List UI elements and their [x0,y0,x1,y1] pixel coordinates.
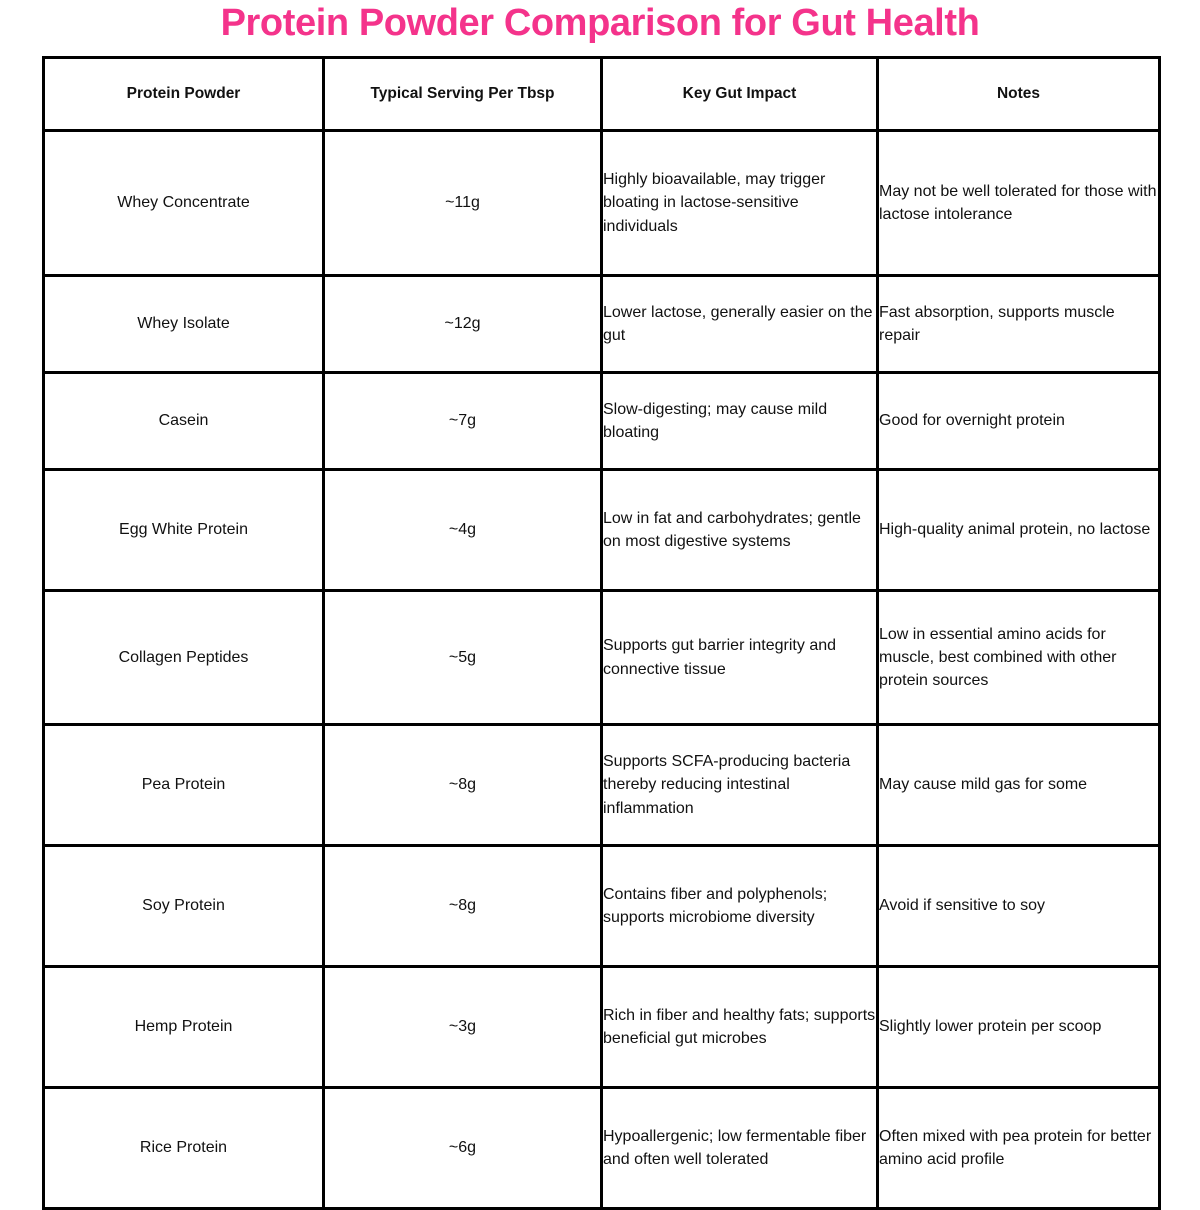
cell-serving: ~3g [324,967,602,1088]
cell-serving: ~8g [324,725,602,846]
table-row [44,373,1160,470]
cell-notes: Often mixed with pea protein for better amino acid profile [878,1088,1160,1209]
table-row [44,1088,1160,1209]
cell-gut-impact: Highly bioavailable, may trigger bloating in lactose-sensitive individuals [602,131,878,276]
protein-powder-comparison-table [42,56,1161,1210]
cell-serving: ~11g [324,131,602,276]
table-body [44,131,1160,1209]
page-title: Protein Powder Comparison for Gut Health [220,2,980,44]
cell-notes: High-quality animal protein, no lactose [878,470,1160,591]
cell-serving: ~5g [324,591,602,725]
cell-gut-impact: Slow-digesting; may cause mild bloating [602,373,878,470]
cell-serving: ~6g [324,1088,602,1209]
cell-gut-impact: Supports gut barrier integrity and connective tissue [602,591,878,725]
cell-gut-impact: Contains fiber and polyphenols; supports microbiome diversity [602,846,878,967]
table-row [44,725,1160,846]
cell-notes: May cause mild gas for some [878,725,1160,846]
cell-notes: Fast absorption, supports muscle repair [878,276,1160,373]
cell-gut-impact: Low in fat and carbohydrates; gentle on most digestive systems [602,470,878,591]
cell-protein-name: Whey Isolate [44,276,324,373]
cell-protein-name: Soy Protein [44,846,324,967]
table-row [44,470,1160,591]
cell-notes: Slightly lower protein per scoop [878,967,1160,1088]
table-row [44,131,1160,276]
table-row [44,591,1160,725]
table-row [44,846,1160,967]
comparison-table-container [42,56,1158,1210]
cell-notes: Avoid if sensitive to soy [878,846,1160,967]
cell-serving: ~12g [324,276,602,373]
cell-serving: ~4g [324,470,602,591]
cell-gut-impact: Hypoallergenic; low fermentable fiber and often well tolerated [602,1088,878,1209]
column-header-notes: Notes [878,58,1160,131]
cell-protein-name: Rice Protein [44,1088,324,1209]
cell-protein-name: Egg White Protein [44,470,324,591]
cell-protein-name: Hemp Protein [44,967,324,1088]
cell-notes: Low in essential amino acids for muscle, best combined with other protein sources [878,591,1160,725]
table-header [44,58,1160,131]
cell-protein-name: Whey Concentrate [44,131,324,276]
table-row [44,967,1160,1088]
column-header-typical-serving: Typical Serving Per Tbsp [324,58,602,131]
cell-protein-name: Casein [44,373,324,470]
cell-gut-impact: Rich in fiber and healthy fats; supports beneficial gut microbes [602,967,878,1088]
column-header-key-gut-impact: Key Gut Impact [602,58,878,131]
cell-notes: Good for overnight protein [878,373,1160,470]
column-header-protein-powder: Protein Powder [44,58,324,131]
cell-protein-name: Collagen Peptides [44,591,324,725]
cell-gut-impact: Lower lactose, generally easier on the gut [602,276,878,373]
cell-serving: ~8g [324,846,602,967]
cell-gut-impact: Supports SCFA-producing bacteria thereby reducing intestinal inflammation [602,725,878,846]
cell-notes: May not be well tolerated for those with lactose intolerance [878,131,1160,276]
table-header-row [44,58,1160,131]
cell-protein-name: Pea Protein [44,725,324,846]
cell-serving: ~7g [324,373,602,470]
table-row [44,276,1160,373]
